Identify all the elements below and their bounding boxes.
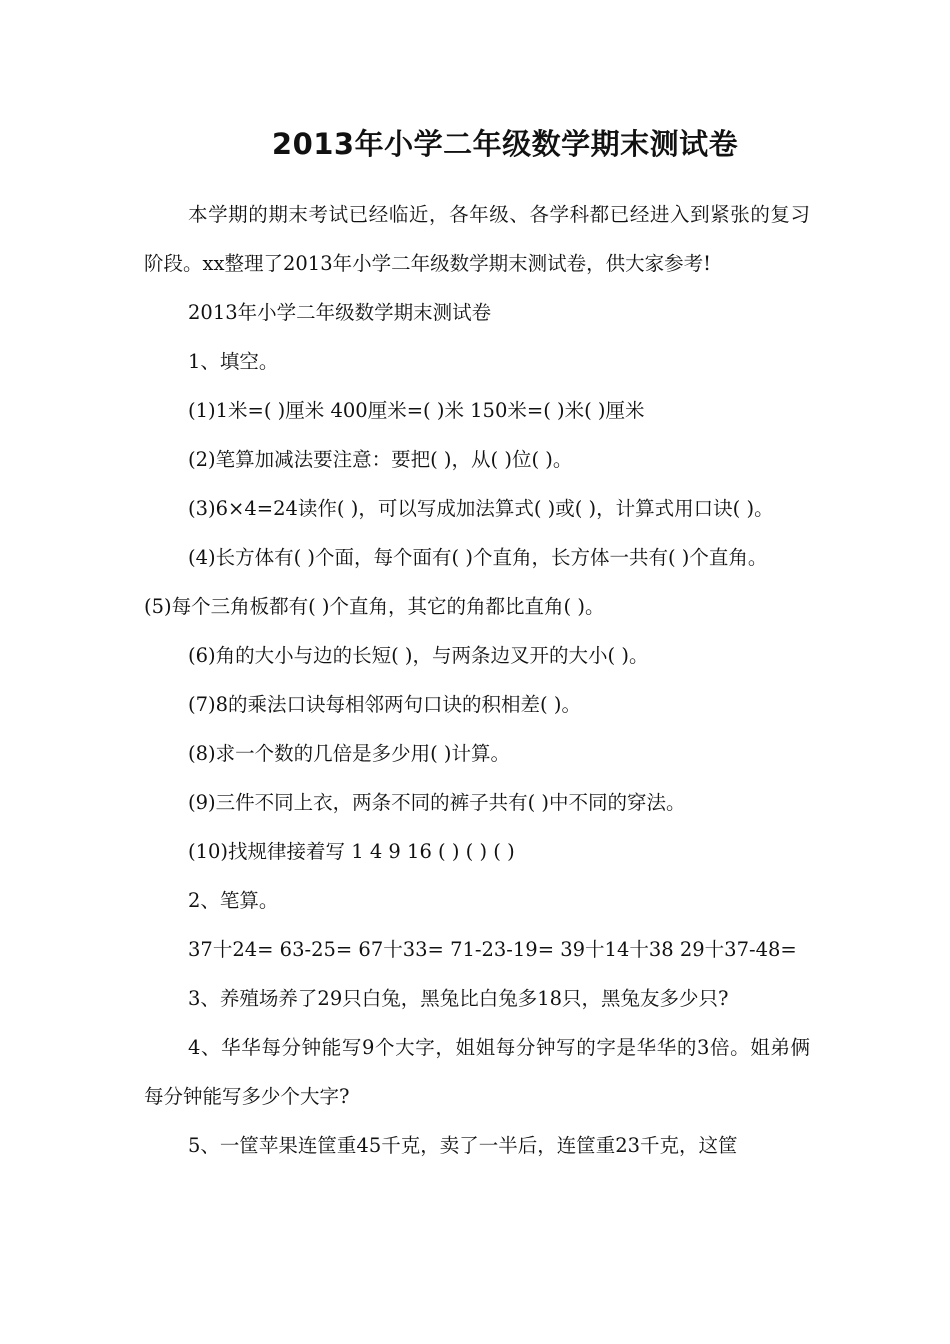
- question-10: (10)找规律接着写 1 4 9 16 ( ) ( ) ( ): [188, 840, 515, 863]
- question-8: (8)求一个数的几倍是多少用( )计算。: [188, 742, 511, 765]
- question-4: (4)长方体有( )个面，每个面有( )个直角，长方体一共有( )个直角。: [188, 546, 768, 569]
- question-6: (6)角的大小与边的长短( )，与两条边叉开的大小( )。: [188, 644, 649, 667]
- section-written-calculation: 2、笔算。: [188, 889, 279, 912]
- word-problem-4: 4、华华每分钟能写9个大字，姐姐每分钟写的字是华华的3倍。姐弟俩每分钟能写多少个大字?: [144, 1036, 810, 1108]
- word-problem-3: 3、养殖场养了29只白兔，黑兔比白兔多18只，黑兔友多少只?: [188, 987, 729, 1010]
- subtitle-paragraph: 2013年小学二年级数学期末测试卷: [188, 301, 492, 324]
- question-3: (3)6×4=24读作( )，可以写成加法算式( )或( )，计算式用口诀( )。: [188, 497, 774, 520]
- question-7: (7)8的乘法口诀每相邻两句口诀的积相差( )。: [188, 693, 581, 716]
- question-9: (9)三件不同上衣，两条不同的裤子共有( )中不同的穿法。: [188, 791, 686, 814]
- question-1: (1)1米=( )厘米 400厘米=( )米 150米=( )米( )厘米: [188, 399, 645, 422]
- document-body: [144, 190, 810, 1170]
- section-fill-blank: 1、填空。: [188, 350, 279, 373]
- document-title: 2013年小学二年级数学期末测试卷: [271, 127, 739, 161]
- intro-paragraph: 本学期的期末考试已经临近，各年级、各学科都已经进入到紧张的复习阶段。xx整理了2013年小学二年级数学期末测试卷，供大家参考!: [144, 203, 810, 275]
- word-problem-5: 5、一筐苹果连筐重45千克，卖了一半后，连筐重23千克，这筐: [188, 1134, 738, 1157]
- question-5: (5)每个三角板都有( )个直角，其它的角都比直角( )。: [144, 595, 605, 618]
- question-2: (2)笔算加减法要注意：要把( )，从( )位( )。: [188, 448, 573, 471]
- calculation-problems: 37十24= 63-25= 67十33= 71-23-19= 39十14十38 29十37-48=: [188, 938, 797, 961]
